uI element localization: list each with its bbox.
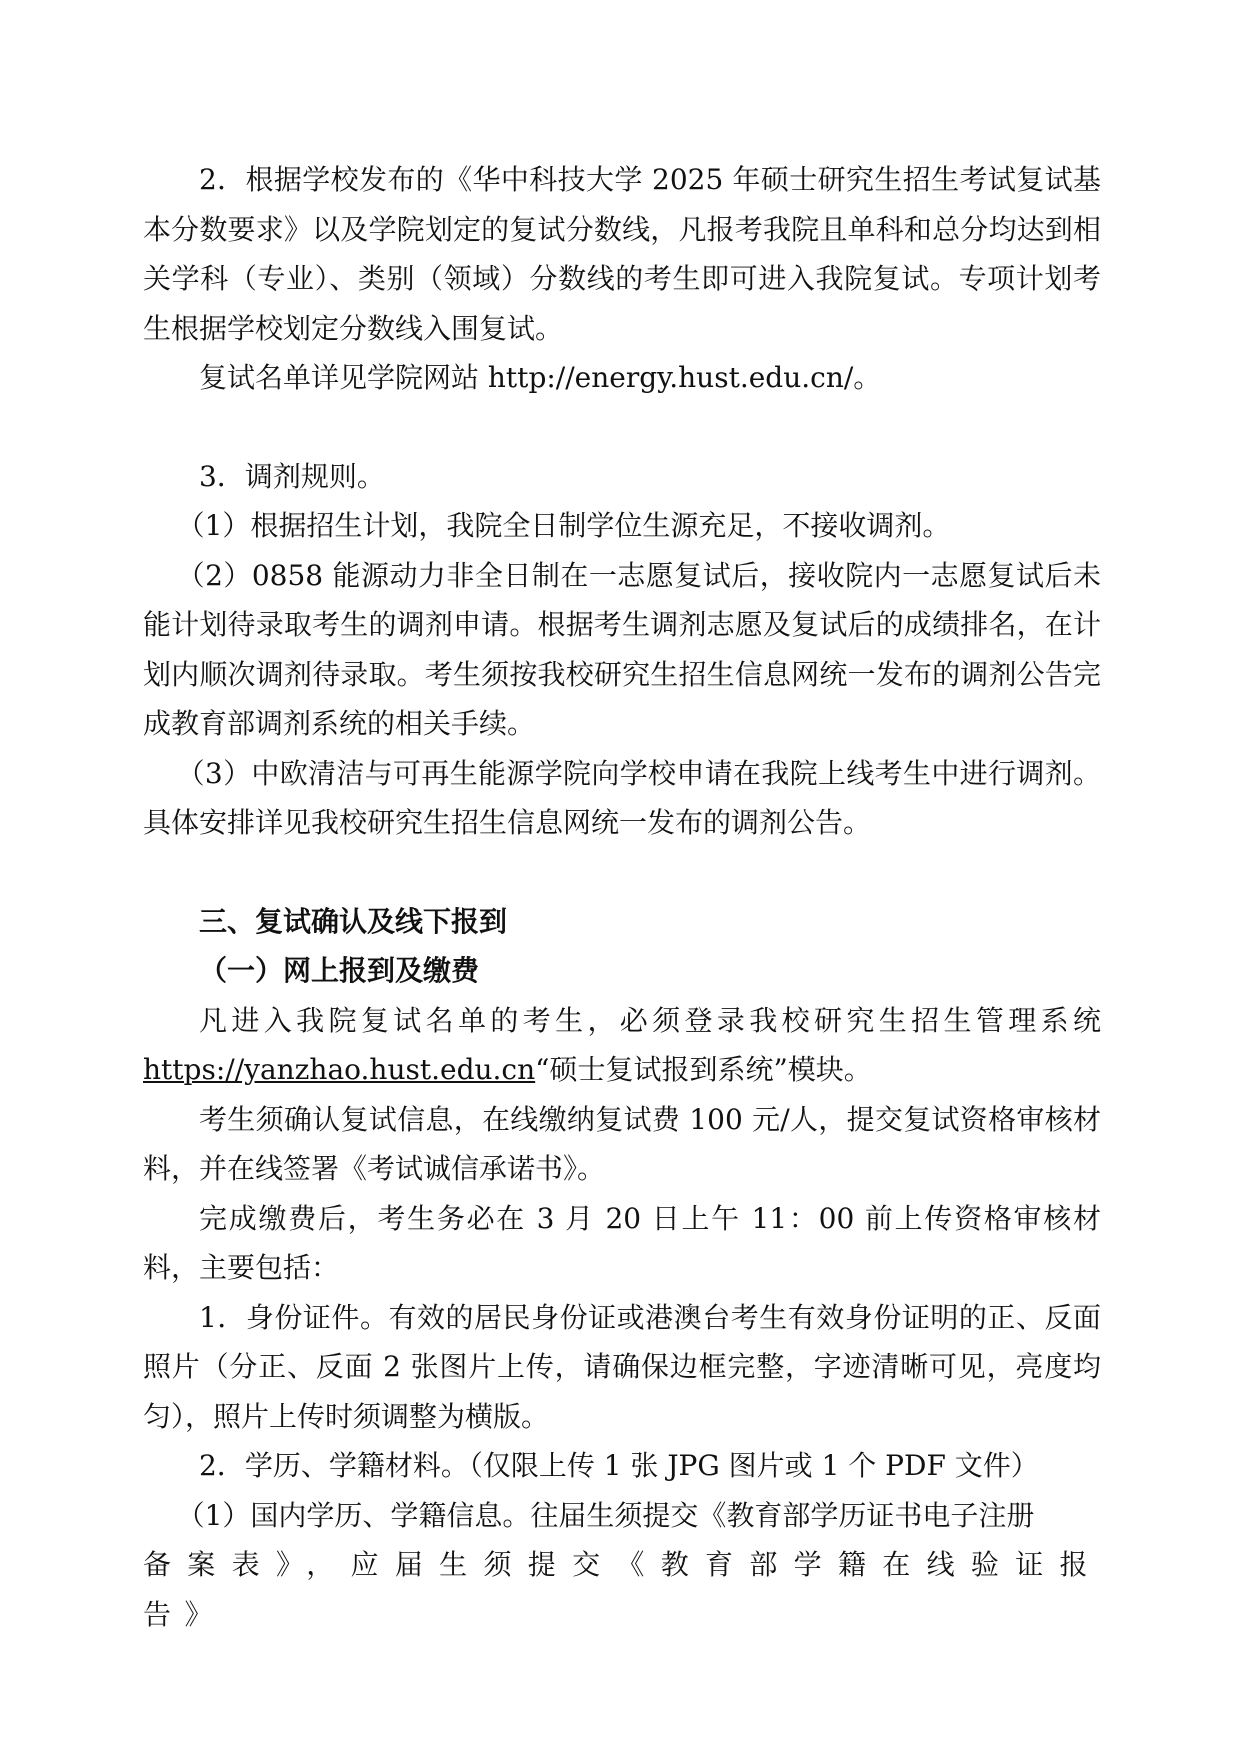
paragraph-rescore-requirement: 2．根据学校发布的《华中科技大学 2025 年硕士研究生招生考试复试基本分数要求》以及学院划定的复试分数线，凡报考我院且单科和总分均达到相关学科（专业）、类别（领域）分数线的考生即可进入我院复试。专项计划考生根据学校划定分数线入围复试。 — [143, 163, 1101, 345]
paragraph-education-materials: 2．学历、学籍材料。（仅限上传 1 张 JPG 图片或 1 个 PDF 文件） — [199, 1449, 1039, 1482]
login-module-text: “硕士复试报到系统”模块。 — [535, 1053, 872, 1086]
paragraph-upload-deadline: 完成缴费后，考生务必在 3 月 20 日上午 11：00 前上传资格审核材料，主要包括： — [143, 1201, 1101, 1284]
paragraph-id-documents: 1．身份证件。有效的居民身份证或港澳台考生有效身份证明的正、反面照片（分正、反面 2 张图片上传，请确保边框完整，字迹清晰可见，亮度均匀），照片上传时须调整为横版。 — [143, 1300, 1101, 1433]
paragraph-adjustment-rule-1: （1）根据招生计划，我院全日制学位生源充足，不接收调剂。 — [176, 509, 951, 542]
login-text: 凡进入我院复试名单的考生，必须登录我校研究生招生管理系统 — [199, 1003, 1101, 1037]
paragraph-rescore-list-website: 复试名单详见学院网站 http://energy.hust.edu.cn/。 — [199, 361, 882, 394]
paragraph-adjustment-rules: 3．调剂规则。 — [199, 459, 385, 493]
yanzhao-link[interactable]: https://yanzhao.hust.edu.cn — [143, 1053, 536, 1086]
paragraph-domestic-records: （1）国内学历、学籍信息。往届生须提交《教育部学历证书电子注册 — [176, 1498, 1035, 1532]
spacer — [143, 848, 1101, 897]
section-heading-confirmation: 三、复试确认及线下报到 — [199, 904, 508, 938]
spacer — [143, 403, 1101, 452]
paragraph-domestic-records-continued: 备案表》，应届生须提交《教育部学籍在线验证报告》 — [143, 1548, 1101, 1631]
paragraph-adjustment-rule-2: （2）0858 能源动力非全日制在一志愿复试后，接收院内一志愿复试后未能计划待录取考生的调剂申请。根据考生调剂志愿及复试后的成绩排名，在计划内顺次调剂待录取。考生须按我校研究生招生信息网统一发布的调剂公告完成教育部调剂系统的相关手续。 — [143, 558, 1101, 740]
paragraph-adjustment-rule-3: （3）中欧清洁与可再生能源学院向学校申请在我院上线考生中进行调剂。具体安排详见我校研究生招生信息网统一发布的调剂公告。 — [143, 756, 1101, 839]
subsection-heading-online-registration: （一）网上报到及缴费 — [199, 954, 480, 987]
document-page — [143, 155, 1101, 1639]
paragraph-login-system — [143, 996, 1101, 1095]
paragraph-confirm-info: 考生须确认复试信息，在线缴纳复试费 100 元/人，提交复试资格审核材料，并在线签署《考试诚信承诺书》。 — [143, 1102, 1101, 1185]
